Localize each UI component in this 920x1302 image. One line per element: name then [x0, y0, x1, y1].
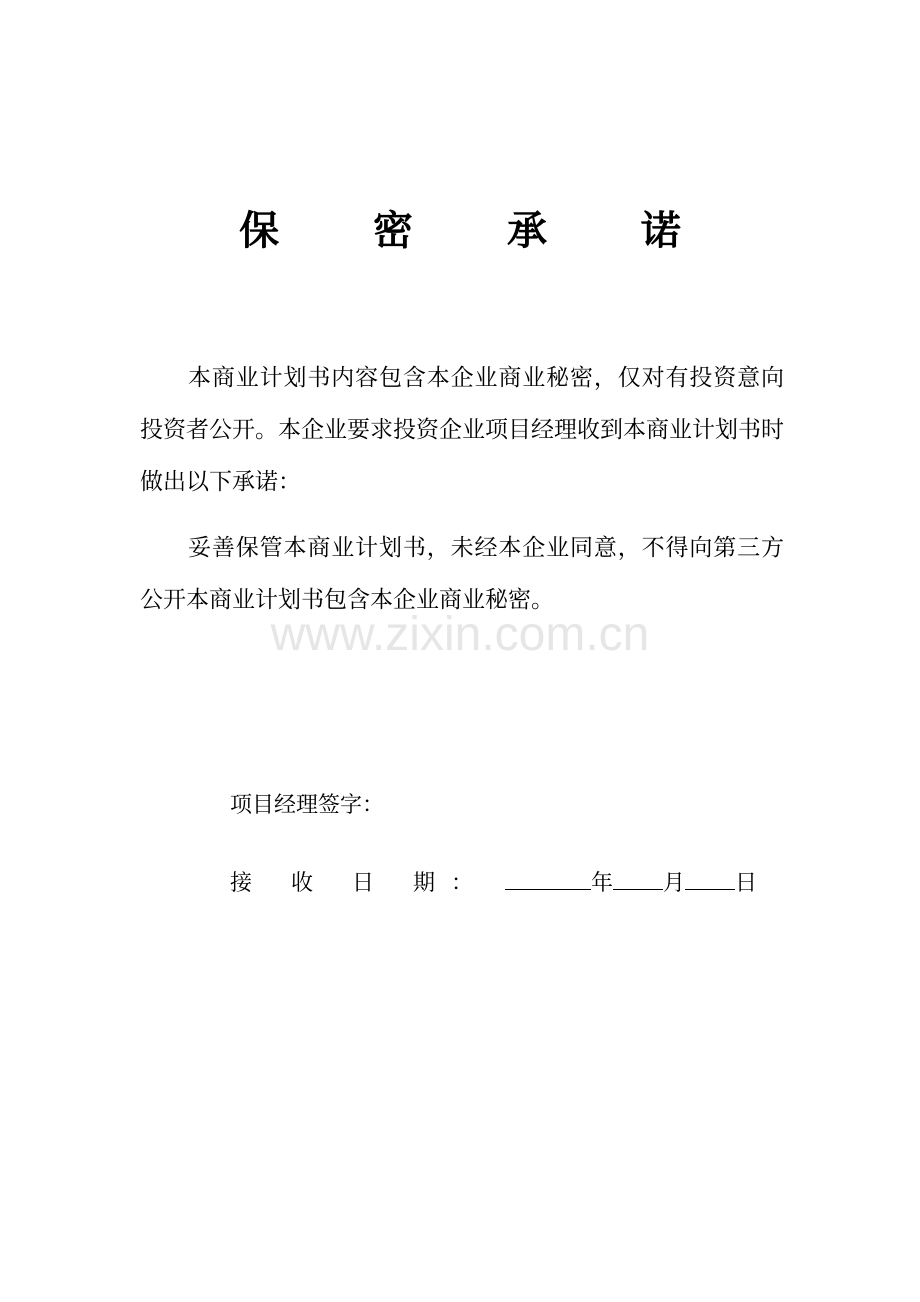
- day-unit: 日: [735, 871, 758, 896]
- date-line: [230, 864, 757, 904]
- signature-line: [230, 786, 384, 826]
- date-label: 接 收 日 期：: [230, 871, 489, 896]
- month-unit: 月: [663, 871, 686, 896]
- page-title: 保 密 承 诺: [239, 207, 721, 254]
- signature-label: 项目经理签字：: [230, 793, 385, 818]
- year-unit: 年: [590, 871, 613, 896]
- year-blank: [505, 865, 591, 890]
- month-blank: [613, 865, 663, 890]
- paragraph-commitment: 妥善保管本商业计划书，未经本企业同意，不得向第三方公开本商业计划书包含本企业商业秘密。: [140, 535, 784, 613]
- watermark: www.zixin.com.cn: [270, 608, 650, 661]
- day-blank: [685, 865, 735, 890]
- paragraph-confidentiality: 本商业计划书内容包含本企业商业秘密，仅对有投资意向投资者公开。本企业要求投资企业项目经理收到本商业计划书时做出以下承诺：: [140, 365, 784, 495]
